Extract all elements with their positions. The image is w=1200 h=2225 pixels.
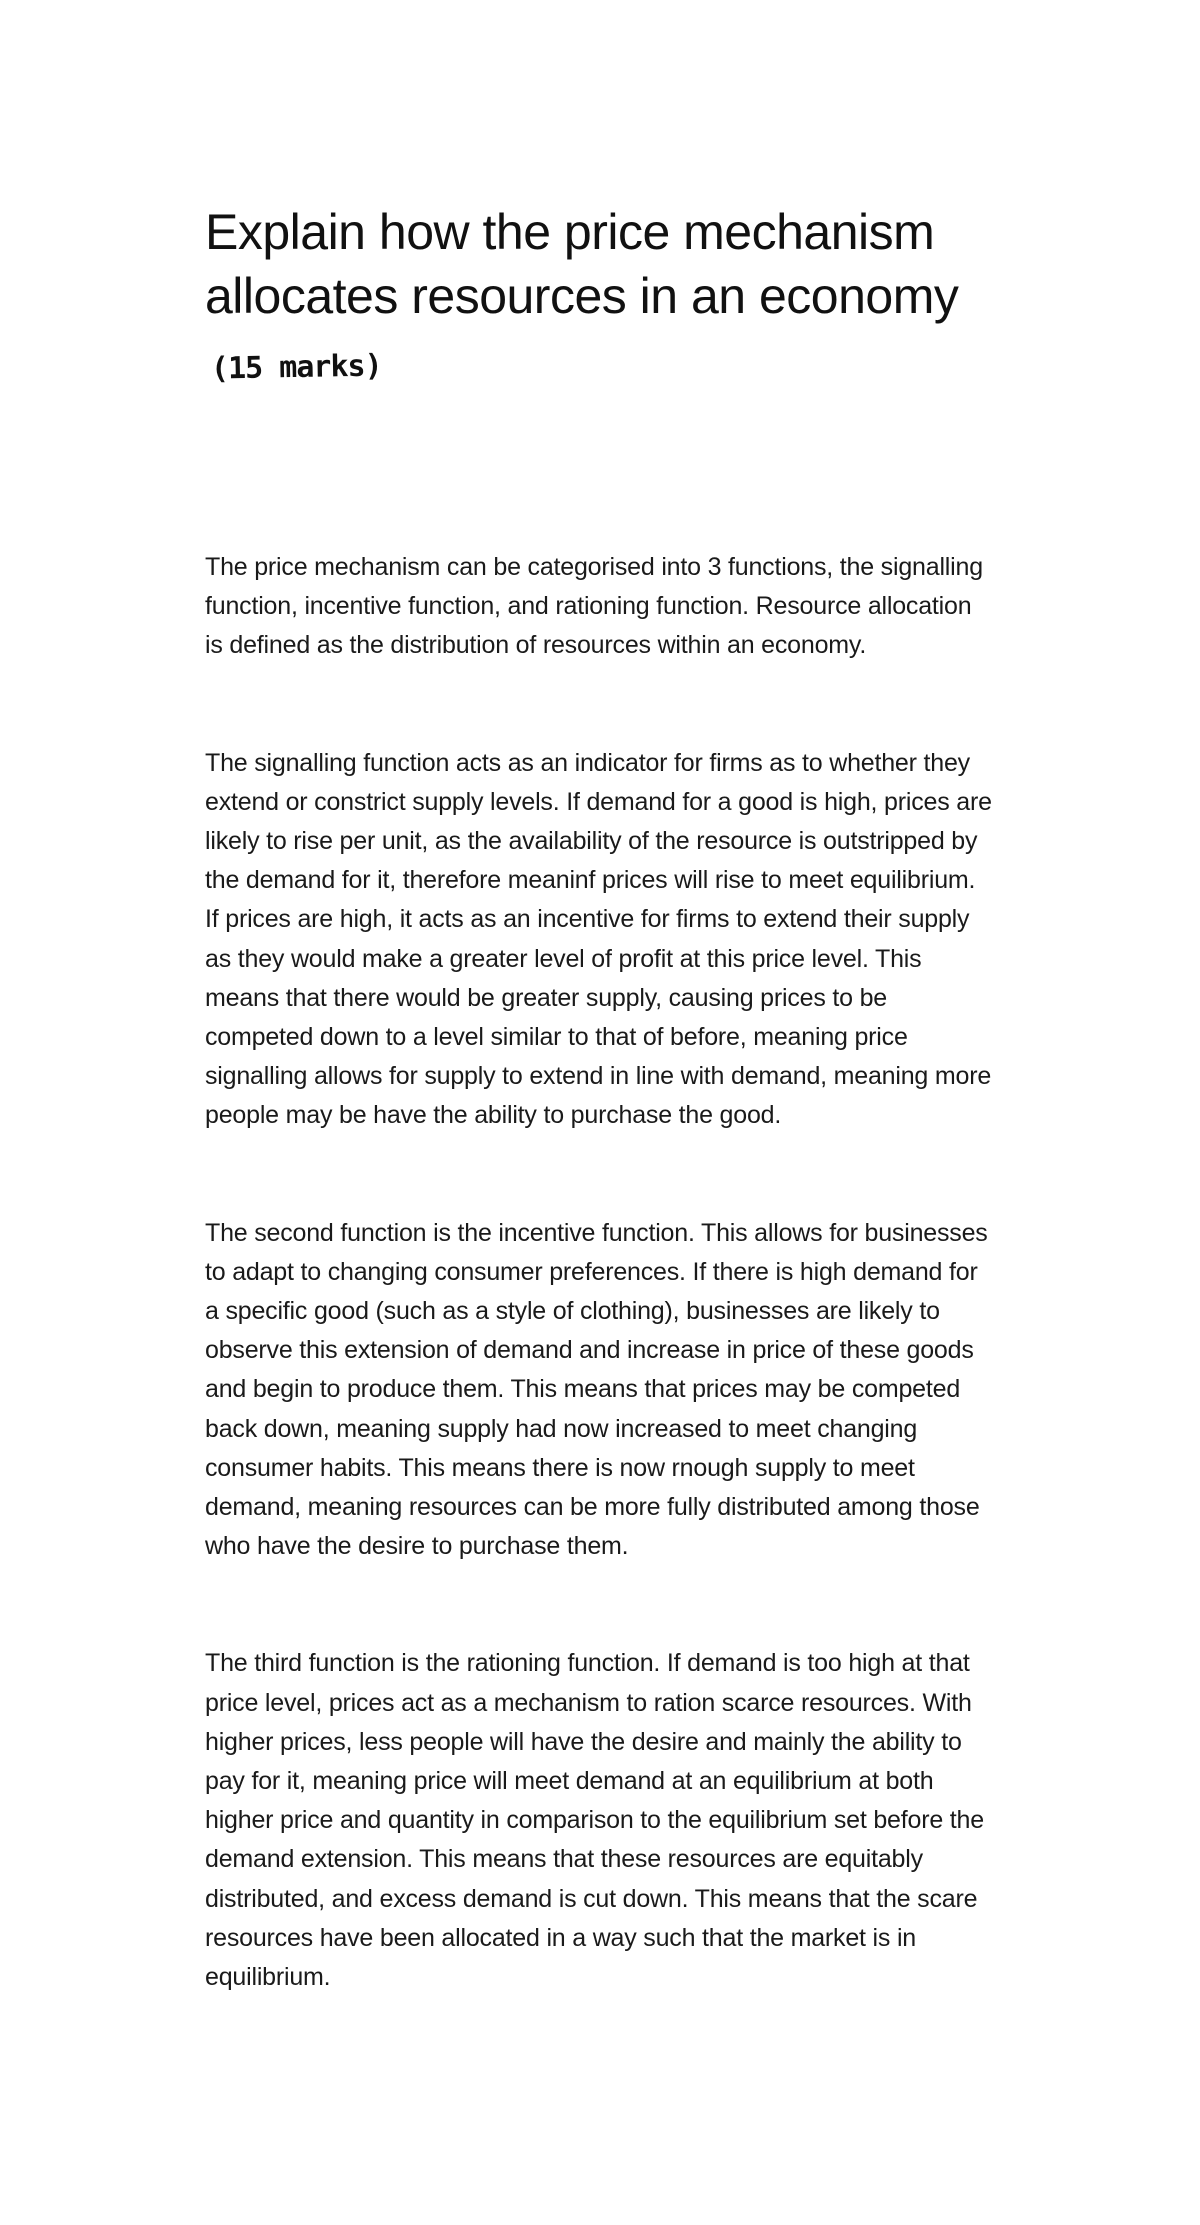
paragraph-incentive-function: The second function is the incentive function. This allows for businesses to adapt to changing consumer preferences. If there is high demand for a specific good (such as a style of clothing), businesses are likely to observe this extension of demand and increase in price of these goods and begin to produce them. This means that prices may be competed back down, meaning supply had now increased to meet changing consumer habits. This means there is now rnough supply to meet demand, meaning resources can be more fully distributed among those who have the desire to purchase them. bbox=[205, 1218, 988, 1561]
paragraph-rationing-function: The third function is the rationing function. If demand is too high at that price level, prices act as a mechanism to ration scarce resources. With higher prices, less people will have the desire and mainly the ability to pay for it, meaning price will meet demand at an equilibrium at both higher price and quantity in comparison to the equilibrium set before the demand extension. This means that these resources are equitably distributed, and excess demand is cut down. This means that the scare resources have been allocated in a way such that the market is in equilibrium. bbox=[205, 1649, 984, 1992]
marks-handwritten-note: (15 marks) bbox=[210, 348, 382, 387]
essay-body bbox=[205, 548, 995, 1997]
paragraph-intro: The price mechanism can be categorised into 3 functions, the signalling function, incentive function, and rationing function. Resource allocation is defined as the distribution of resources within an economy. bbox=[205, 553, 983, 660]
document-page bbox=[205, 200, 995, 2075]
essay-title-text: Explain how the price mechanism allocates resources in an economy bbox=[205, 204, 959, 324]
paragraph-signalling-function: The signalling function acts as an indicator for firms as to whether they extend or constrict supply levels. If demand for a good is high, prices are likely to rise per unit, as the availability of the resource is outstripped by the demand for it, therefore meaninf prices will rise to meet equilibrium. If prices are high, it acts as an incentive for firms to extend their supply as they would make a greater level of profit at this price level. This means that there would be greater supply, causing prices to be competed down to a level similar to that of before, meaning price signalling allows for supply to extend in line with demand, meaning more people may be have the ability to purchase the good. bbox=[205, 748, 992, 1130]
essay-title bbox=[205, 200, 995, 400]
